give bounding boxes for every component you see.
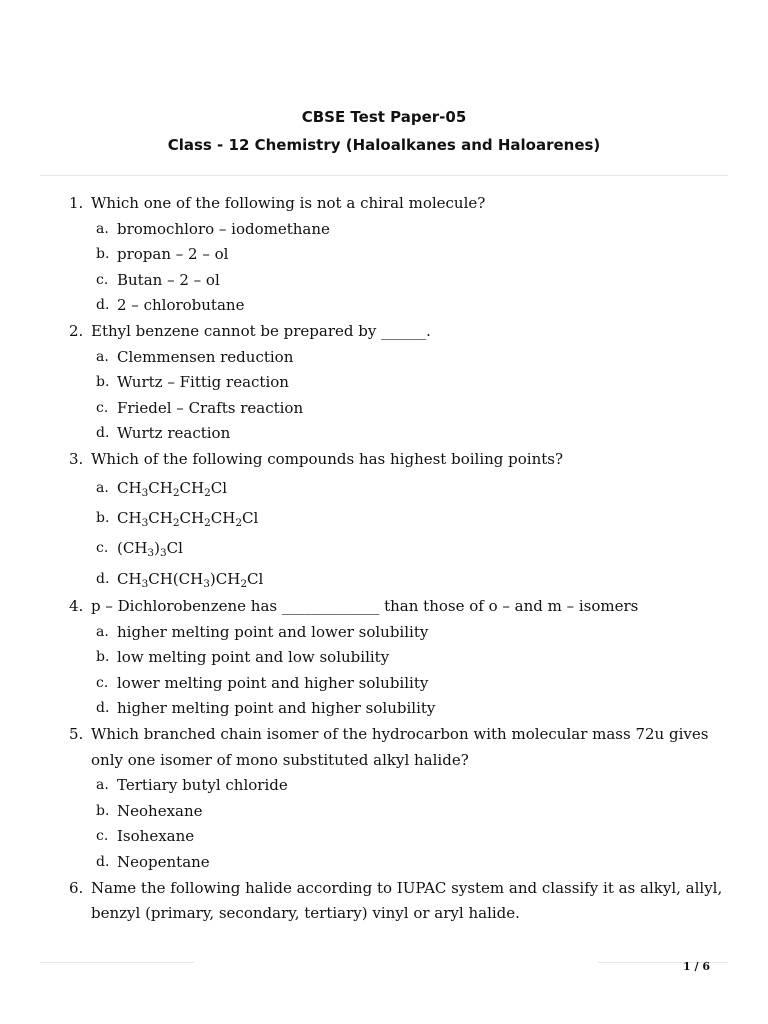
option-letter: c. bbox=[96, 271, 109, 288]
question-text: Which branched chain isomer of the hydrocarbon with molecular mass 72u gives bbox=[91, 725, 709, 744]
question-text: Name the following halide according to IUPAC system and classify it as alkyl, allyl, bbox=[91, 878, 723, 897]
option-letter: a. bbox=[96, 220, 109, 237]
chemical-formula bbox=[117, 473, 227, 503]
option-letter: b. bbox=[96, 509, 110, 526]
option-letter: b. bbox=[96, 374, 110, 391]
formula-subscript: 3 bbox=[141, 486, 149, 499]
formula-subscript: 3 bbox=[203, 577, 210, 590]
question-item bbox=[0, 876, 768, 902]
header-divider bbox=[40, 175, 728, 176]
option-letter: a. bbox=[96, 348, 109, 365]
question-text: p – Dichlorobenzene has _____________ than those of o – and m – isomers bbox=[91, 597, 639, 616]
formula-part: CH bbox=[179, 478, 205, 497]
option-text: Clemmensen reduction bbox=[117, 347, 294, 366]
formula-part: CH bbox=[117, 508, 142, 527]
formula-part: CH bbox=[117, 478, 142, 497]
option-text: bromochloro – iodomethane bbox=[117, 219, 330, 238]
formula-subscript: 3 bbox=[159, 547, 167, 560]
formula-subscript: 2 bbox=[172, 516, 180, 529]
option-letter: a. bbox=[96, 777, 109, 794]
answer-option bbox=[0, 503, 768, 533]
formula-subscript: 3 bbox=[141, 577, 149, 590]
question-item bbox=[0, 594, 768, 620]
formula-part: CH bbox=[148, 478, 173, 497]
option-letter: c. bbox=[96, 674, 109, 691]
option-letter: c. bbox=[96, 399, 109, 416]
option-text: Neohexane bbox=[117, 801, 203, 820]
option-text: higher melting point and lower solubility bbox=[117, 622, 429, 641]
answer-option bbox=[0, 268, 768, 294]
formula-part: Cl bbox=[247, 569, 264, 588]
question-number: 5. bbox=[69, 725, 84, 744]
question-item bbox=[0, 319, 768, 345]
formula-subscript: 2 bbox=[204, 486, 211, 499]
option-letter: b. bbox=[96, 246, 110, 263]
option-text: higher melting point and higher solubility bbox=[117, 699, 436, 718]
option-text: Neopentane bbox=[117, 853, 210, 872]
option-text: Tertiary butyl chloride bbox=[117, 776, 288, 795]
answer-option bbox=[0, 645, 768, 671]
chemical-formula bbox=[117, 533, 183, 563]
formula-part: Cl bbox=[242, 508, 259, 527]
question-text: only one isomer of mono substituted alkyl halide? bbox=[91, 750, 469, 769]
answer-option bbox=[0, 370, 768, 396]
question-text: Ethyl benzene cannot be prepared by ______. bbox=[91, 321, 431, 340]
option-text: propan – 2 – ol bbox=[117, 245, 229, 264]
option-letter: d. bbox=[96, 854, 110, 871]
page-subtitle: Class - 12 Chemistry (Haloalkanes and Haloarenes) bbox=[167, 136, 601, 154]
option-text: Isohexane bbox=[117, 827, 195, 846]
option-text: Wurtz – Fittig reaction bbox=[117, 373, 289, 392]
question-number: 1. bbox=[69, 194, 84, 212]
formula-subscript: 2 bbox=[172, 486, 180, 499]
answer-option bbox=[0, 773, 768, 799]
chemical-formula bbox=[117, 503, 258, 533]
answer-option bbox=[0, 671, 768, 697]
question-text-continued bbox=[0, 748, 768, 774]
question-list bbox=[0, 191, 768, 927]
page-title: CBSE Test Paper-05 bbox=[301, 108, 467, 126]
question-number: 4. bbox=[69, 597, 84, 616]
question-item bbox=[0, 191, 768, 217]
formula-part: CH bbox=[117, 569, 142, 588]
formula-part: CH bbox=[179, 508, 205, 527]
option-letter: d. bbox=[96, 570, 110, 587]
formula-subscript: 3 bbox=[141, 516, 149, 529]
answer-option bbox=[0, 345, 768, 371]
formula-part: ) bbox=[154, 539, 160, 558]
answer-option bbox=[0, 396, 768, 422]
formula-part: Cl bbox=[166, 539, 183, 558]
question-text: Which one of the following is not a chiral molecule? bbox=[91, 194, 486, 212]
option-letter: a. bbox=[96, 623, 109, 640]
question-text: Which of the following compounds has highest boiling points? bbox=[91, 449, 564, 468]
option-letter: d. bbox=[96, 700, 110, 717]
answer-option bbox=[0, 473, 768, 503]
formula-part: (CH bbox=[117, 539, 148, 558]
question-item bbox=[0, 722, 768, 748]
footer-divider-left bbox=[40, 962, 194, 963]
option-text: Wurtz reaction bbox=[117, 424, 231, 443]
option-text: Butan – 2 – ol bbox=[117, 270, 220, 289]
formula-subscript: 2 bbox=[240, 577, 248, 590]
option-letter: a. bbox=[96, 479, 109, 496]
option-text: low melting point and low solubility bbox=[117, 648, 390, 667]
answer-option bbox=[0, 799, 768, 825]
answer-option bbox=[0, 217, 768, 243]
answer-option bbox=[0, 824, 768, 850]
formula-part: CH bbox=[148, 508, 173, 527]
answer-option bbox=[0, 696, 768, 722]
answer-option bbox=[0, 620, 768, 646]
formula-subscript: 2 bbox=[204, 516, 211, 529]
question-text-continued bbox=[0, 901, 768, 927]
formula-part: CH bbox=[210, 508, 236, 527]
option-letter: b. bbox=[96, 802, 110, 819]
question-number: 3. bbox=[69, 449, 84, 468]
option-letter: d. bbox=[96, 297, 110, 314]
option-letter: b. bbox=[96, 649, 110, 666]
question-number: 6. bbox=[69, 878, 84, 897]
question-item bbox=[0, 447, 768, 473]
formula-part: )CH bbox=[209, 569, 241, 588]
answer-option bbox=[0, 564, 768, 594]
option-text: lower melting point and higher solubility bbox=[117, 673, 429, 692]
answer-option bbox=[0, 242, 768, 268]
formula-part: CH(CH bbox=[148, 569, 204, 588]
option-text: 2 – chlorobutane bbox=[117, 296, 245, 315]
question-number: 2. bbox=[69, 321, 84, 340]
answer-option bbox=[0, 533, 768, 563]
formula-subscript: 3 bbox=[147, 547, 155, 560]
option-text: Friedel – Crafts reaction bbox=[117, 398, 304, 417]
chemical-formula bbox=[117, 564, 263, 594]
option-letter: c. bbox=[96, 828, 109, 845]
answer-option bbox=[0, 421, 768, 447]
answer-option bbox=[0, 293, 768, 319]
option-letter: c. bbox=[96, 540, 109, 557]
page-number: 1 / 6 bbox=[683, 960, 710, 973]
option-letter: d. bbox=[96, 425, 110, 442]
formula-subscript: 2 bbox=[235, 516, 242, 529]
question-text: benzyl (primary, secondary, tertiary) vinyl or aryl halide. bbox=[91, 904, 520, 923]
formula-part: Cl bbox=[210, 478, 228, 497]
answer-option bbox=[0, 850, 768, 876]
